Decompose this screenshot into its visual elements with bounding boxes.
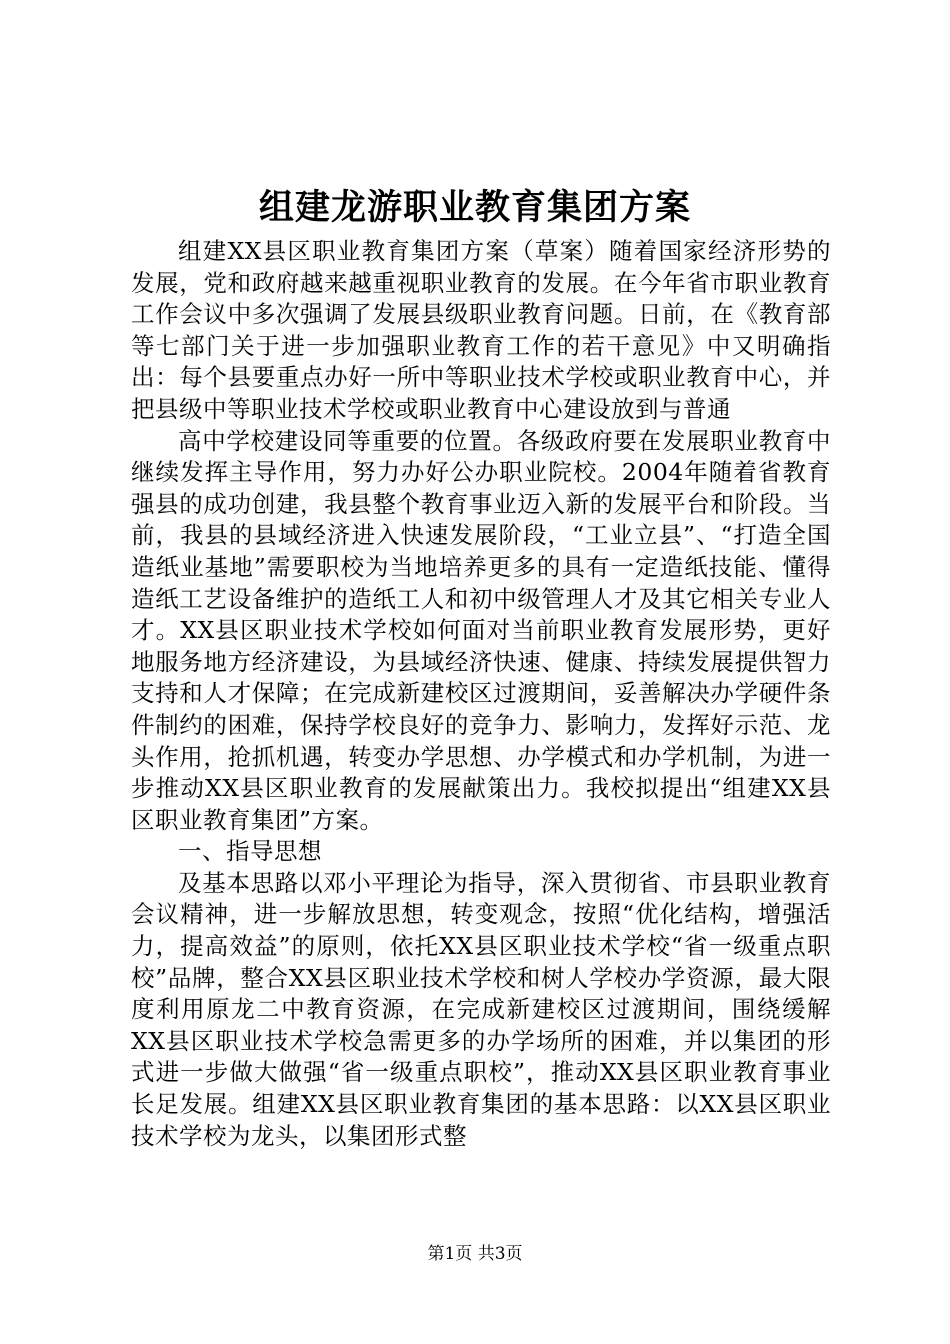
page-footer: 第1页 共3页 [427, 1244, 523, 1264]
paragraph-intro: 组建XX县区职业教育集团方案（草案）随着国家经济形势的发展，党和政府越来越重视职业教育的发展。在今年省市职业教育工作会议中多次强调了发展县级职业教育问题。日前，在《教育部等七部门关于进一步加强职业教育工作的若干意见》中又明确指出：每个县要重点办好一所中等职业技术学校或职业教育中心，并把县级中等职业技术学校或职业教育中心建设放到与普通 [131, 237, 831, 423]
document-title: 组建龙游职业教育集团方案 [258, 187, 691, 228]
paragraph-background: 高中学校建设同等重要的位置。各级政府要在发展职业教育中继续发挥主导作用，努力办好公办职业院校。2004年随着省教育强县的成功创建，我县整个教育事业迈入新的发展平台和阶段。当前，我县的县域经济进入快速发展阶段，“工业立县”、“打造全国造纸业基地”需要职校为当地培养更多的具有一定造纸技能、懂得造纸工艺设备维护的造纸工人和初中级管理人才及其它相关专业人才。XX县区职业技术学校如何面对当前职业教育发展形势，更好地服务地方经济建设，为县域经济快速、健康、持续发展提供智力支持和人才保障；在完成新建校区过渡期间，妥善解决办学硬件条件制约的困难，保持学校良好的竞争力、影响力，发挥好示范、龙头作用，抢抓机遇，转变办学思想、办学模式和办学机制，为进一步推动XX县区职业教育的发展献策出力。我校拟提出“组建XX县区职业教育集团”方案。 [131, 426, 831, 834]
paragraph-basic-approach: 及基本思路以邓小平理论为指导，深入贯彻省、市县职业教育会议精神，进一步解放思想，转变观念，按照“优化结构，增强活力，提高效益”的原则，依托XX县区职业技术学校“省一级重点职校”品牌，整合XX县区职业技术学校和树人学校办学资源，最大限度利用原龙二中教育资源，在完成新建校区过渡期间，围绕缓解XX县区职业技术学校急需更多的办学场所的困难，并以集团的形式进一步做大做强“省一级重点职校”，推动XX县区职业教育事业长足发展。组建XX县区职业教育集团的基本思路：以XX县区职业技术学校为龙头，以集团形式整 [131, 868, 831, 1150]
document-body [131, 236, 831, 1152]
section-heading-guiding-ideology: 一、指导思想 [178, 837, 322, 866]
